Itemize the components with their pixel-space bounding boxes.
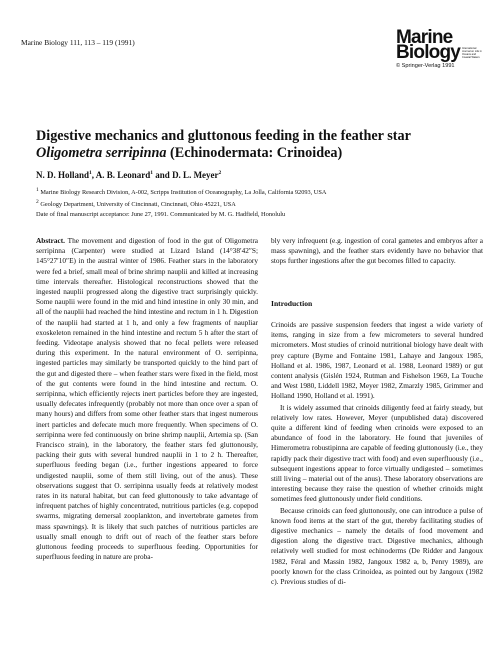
affiliation-marker: 1 [36, 187, 39, 193]
author-name: N. D. Holland [36, 170, 90, 180]
title-taxon: Oligometra serripinna [36, 145, 167, 161]
logo-line-biology: Biology [396, 42, 461, 63]
affiliation-text: Marine Biology Research Division, A-002, Scripps Institution of Oceanography, La Jolla, California 92093, USA [40, 189, 327, 197]
author-separator: , [91, 170, 96, 180]
affiliation-marker: 2 [36, 198, 39, 205]
affiliation-text: Geology Department, University of Cincinnati, Cincinnati, Ohio 45221, USA [40, 200, 236, 208]
article-title [36, 128, 476, 162]
affiliation-marker: 1 [89, 170, 92, 176]
paragraph: Because crinoids can feed gluttonously, one can introduce a pulse of known food items at the start of the gut, thereby facilitating studies of digestive mechanics – namely the details of food movement and digestion along the digestive tract. Digestive mechanics, although relatively well studied for most echinoderms (De Ridder and Jangoux 1982, Féral and Massin 1982, Jangoux 1982 a, b, Penry 1989), are poorly known for the class Crinoidea, as pointed out by Jangoux (1982 c). Previous studies of di- [271, 505, 483, 587]
author-name: D. L. Meyer [172, 170, 219, 180]
abstract-label: Abstract. [36, 236, 65, 245]
author-list [36, 170, 221, 180]
affiliation-line [36, 186, 486, 198]
affiliations [36, 186, 486, 209]
author-separator: and [153, 170, 173, 180]
paragraph: It is widely assumed that crinoids diligently feed at fairly steady, but relatively low rates. However, Meyer (unpublished data) discovered quite a different kind of feeding when crinoids were exposed to an abundance of food in the laboratory. He found that juveniles of Himerometra robustipinna are capable of feeding gluttonously (i.e., they rapidly pack their digestive tract with food) and even superfluously (i.e., subsequent ingestions appear to force virtually undigested – sometimes still living – material out of the anus). These laboratory observations are interesting because they raise the question of whether crinoids might sometimes feed gluttonously under field conditions. [271, 402, 483, 504]
affiliation-line [36, 198, 486, 210]
affiliation-marker: 2 [218, 170, 222, 176]
title-main: Digestive mechanics and gluttonous feeding in the feather star [36, 128, 411, 144]
manuscript-dates: Date of final manuscript acceptance: June 27, 1991. Communicated by M. G. Hadfield, Honolulu [36, 211, 286, 218]
section-heading: Introduction [271, 299, 313, 308]
journal-logo [396, 27, 482, 69]
logo-tagline: International Journal on Life in Oceans and Coastal Waters [462, 47, 482, 59]
author-name: A. B. Leonard [95, 170, 151, 180]
affiliation-marker: 1 [150, 170, 154, 176]
copyright-notice: © Springer-Verlag 1991 [396, 63, 455, 69]
abstract-text: The movement and digestion of food in the gut of Oligometra serripinna (Carpenter) were studied at Lizard Island (14°38′42″S; 145°27′10″E) in the austral winter of 1986. Feather stars in the laboratory were fed a brief, small meal of brine shrimp nauplii and killed at increasing time intervals thereafter. Histological reconstructions showed that the ingested nauplii progressed along the digestive tract surprisingly quickly. Some nauplii were found in the mid and hind intestine in only 30 min, and all of the nauplii had reached the hind intestine and rectum in 1 h. Digestion of the nauplii had started at 1 h, and only a few fragments of naupliar exoskeleton remained in the hind intestine and rectum 5 h after the start of feeding. Videotape analysis showed that no fecal pellets were released during this experiment. In the natural environment of O. serripinna, ingested particles may similarly be transported quickly to the hind part of the gut and digested there – when feather stars were fixed in the field, most of the gut contents were found in the hind intestine and rectum. O. serripinna, which efficiently rejects inert particles before they are ingested, usually defecates infrequently (probably not more than once over a span of many hours) and differs from some other feather stars that ingest numerous inert particles and defecate much more frequently. When specimens of O. serripinna were fed continuously on brine shrimp nauplii, Artemia sp. (San Francisco strain), in the laboratory, the feather stars fed gluttonously, packing their guts with several hundred nauplii in 1 to 2 h. Thereafter, superfluous feeding began (i.e., further ingestions appeared to force undigested nauplii, some of them still living, out of the anus). These observations suggest that O. serripinna usually feeds at relatively modest rates in its natural habitat, but can feed gluttonously to take advantage of infrequent patches of highly concentrated, nutritious particles (e.g. copepod swarms, migrating demersal zooplankton, and invertebrate gametes from mass spawnings). It is likely that such patches of nutritious particles are usually small enough to drift out of reach of the feather stars before gluttonous feeding proceeds to superfluous feeding. Opportunities for superfluous feeding in nature are proba- [36, 236, 258, 562]
introduction-section [271, 320, 483, 588]
journal-reference: Marine Biology 111, 113 – 119 (1991) [21, 38, 135, 47]
paragraph: Crinoids are passive suspension feeders that ingest a wide variety of items, ranging in size from a few micrometers to several hundred micrometers. Most studies of crinoid nutritional biology have dealt with prey capture (Byrne and Fontaine 1981, Lahaye and Jangoux 1985, Holland et al. 1986, 1987, Leonard et al. 1988, Leonard 1989) or gut content analysis (Gislén 1924, Rutman and Fishelson 1969, La Touche and West 1980, Liddell 1982, Meyer 1982, Zmarzly 1985, Grimmer and Holland 1990, Holland et al. 1991). [271, 320, 483, 401]
abstract [36, 236, 258, 563]
title-tail: (Echinodermata: Crinoidea) [166, 145, 343, 161]
abstract-continuation: bly very infrequent (e.g. ingestion of coral gametes and embryos after a mass spawning), and the feather stars evidently have no behavior that stops further ingestions after the gut becomes filled to capacity. [271, 236, 483, 266]
logo-line-marine: Marine [396, 27, 453, 48]
